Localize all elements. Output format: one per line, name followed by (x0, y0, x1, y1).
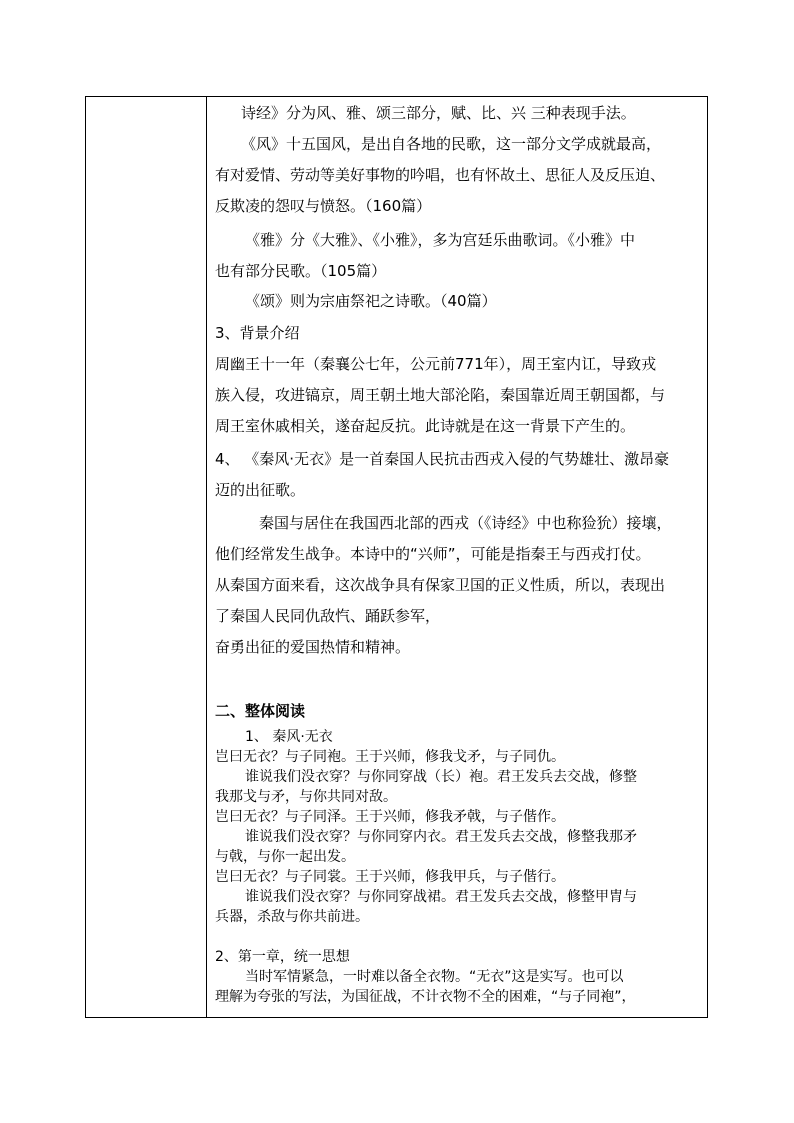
text-line: 谁说我们没衣穿？与你同穿战（长）袍。君王发兵去交战，修整 (245, 769, 637, 785)
text-line: 当时军情紧急，一时难以备全衣物。“无衣”这是实写。也可以 (245, 969, 624, 985)
content-cell (215, 96, 705, 1016)
text-line: 与戟，与你一起出发。 (215, 849, 355, 865)
section-heading: 3、背景介绍 (215, 324, 300, 342)
section-heading: 2、第一章，统一思想 (215, 949, 350, 965)
text-line: 有对爱情、劳动等美好事物的吟唱，也有怀故土、思征人及反压迫、 (215, 166, 666, 184)
text-line: 岂曰无衣？与子同袍。王于兴师，修我戈矛，与子同仇。 (215, 749, 565, 765)
text-line: 我那戈与矛，与你共同对敌。 (215, 789, 397, 805)
section-heading: 二、整体阅读 (215, 702, 306, 720)
text-line: 反欺凌的怨叹与愤怒。（160篇） (215, 197, 432, 215)
column-divider (206, 96, 207, 1018)
text-line: 谁说我们没衣穿？与你同穿战裙。君王发兵去交战，修整甲胄与 (245, 889, 637, 905)
text-line: 《颂》则为宗庙祭祀之诗歌。（40篇） (245, 292, 497, 310)
text-line: 周幽王十一年（秦襄公七年，公元前771年），周王室内讧，导致戎 (215, 355, 657, 373)
text-line: 4、 《秦风·无衣》是一首秦国人民抗击西戎入侵的气势雄壮、激昂豪 (215, 450, 670, 468)
text-line: 他们经常发生战争。本诗中的“兴师”，可能是指秦王与西戎打仗。 (215, 545, 651, 563)
text-line: 奋勇出征的爱国热情和精神。 (215, 638, 411, 656)
text-line: 族入侵，攻进镐京，周王朝土地大部沦陷，秦国靠近周王朝国都，与 (215, 386, 666, 404)
text-line: 诗经》分为风、雅、颂三部分，赋、比、兴 三种表现手法。 (241, 104, 636, 122)
text-line: 迈的出征歌。 (215, 481, 306, 499)
text-line: 也有部分民歌。（105篇） (215, 262, 387, 280)
text-line: 了秦国人民同仇敌忾、踊跃参军， (215, 607, 441, 625)
text-line: 《雅》分《大雅》、《小雅》，多为宫廷乐曲歌词。《小雅》中 (245, 231, 636, 249)
text-line: 岂曰无衣？与子同泽。王于兴师，修我矛戟，与子偕作。 (215, 809, 565, 825)
text-line: 岂曰无衣？与子同裳。王于兴师，修我甲兵，与子偕行。 (215, 869, 565, 885)
text-line: 谁说我们没衣穿？与你同穿内衣。君王发兵去交战，修整我那矛 (245, 829, 637, 845)
text-line: 秦国与居住在我国西北部的西戎（《诗经》中也称猃狁）接壤， (259, 514, 672, 532)
text-line: 《风》十五国风，是出自各地的民歌，这一部分文学成就最高， (241, 135, 662, 153)
text-line: 从秦国方面来看，这次战争具有保家卫国的正义性质，所以，表现出 (215, 576, 666, 594)
poem-title: 1、 秦风·无衣 (245, 729, 333, 745)
text-line: 周王室休戚相关，遂奋起反抗。此诗就是在这一背景下产生的。 (215, 417, 636, 435)
text-line: 理解为夸张的写法，为国征战，不计衣物不全的困难，“与子同袍”， (215, 989, 636, 1005)
text-line: 兵器，杀敌与你共前进。 (215, 909, 369, 925)
